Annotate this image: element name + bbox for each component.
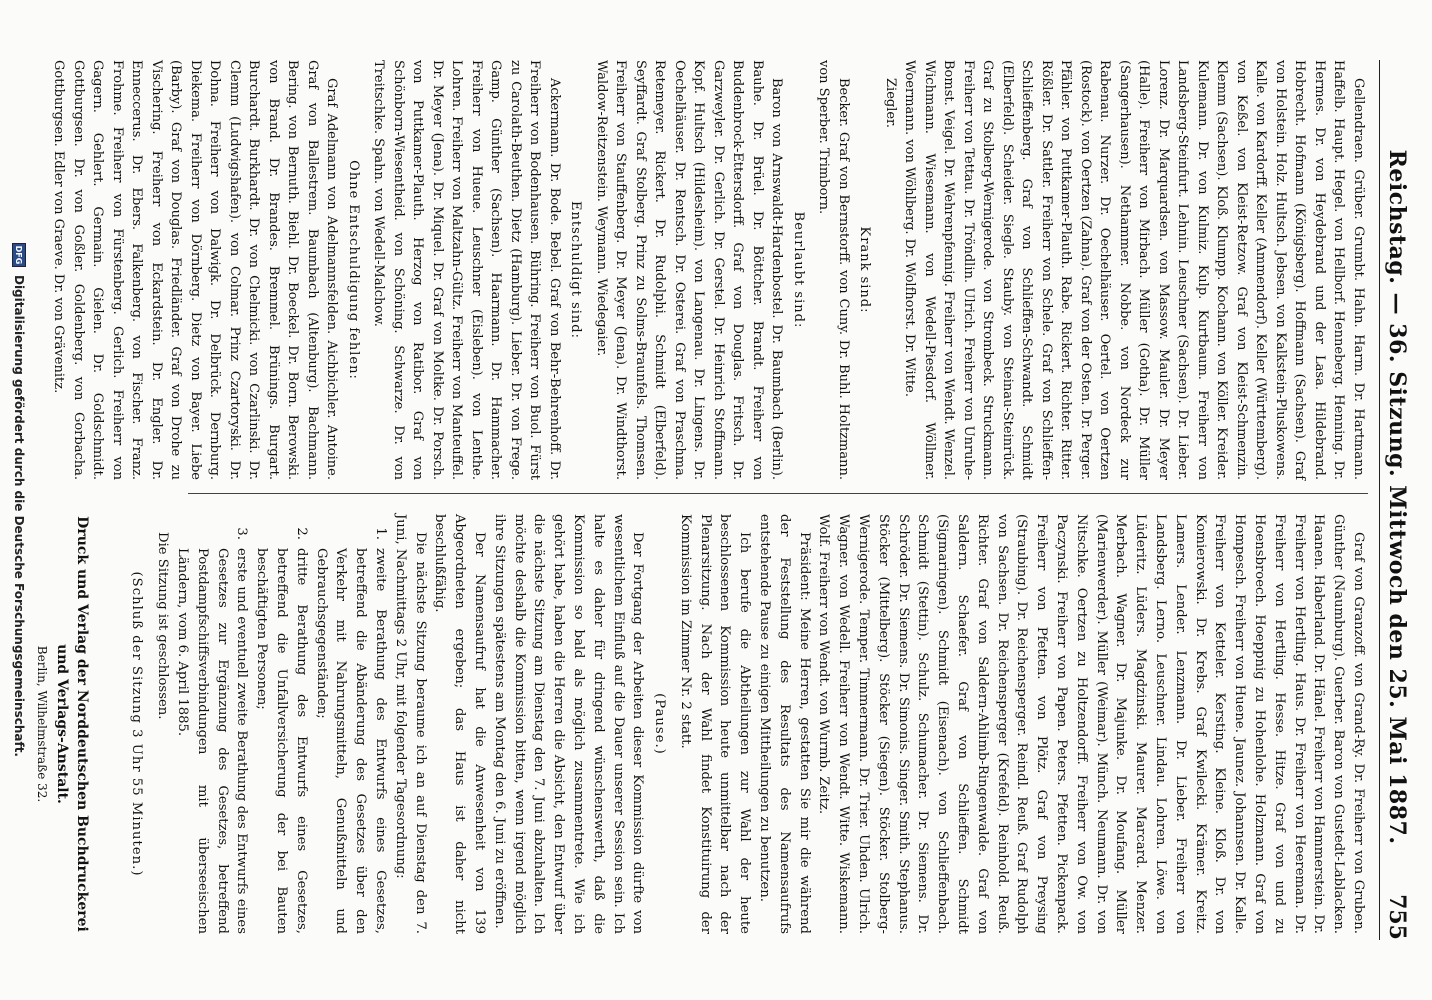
paragraph: Ackermann. Dr. Bode. Bebel. Graf von Behr-Behrenhoff. Dr. Freiherr von Bodenhausen. Bühring. Freiherr von Buol. Fürst zu Carolath-Beuthen. Dietz (Hamburg). Lieber. Dr. von Frege. Gamp. Günther (Sachsen). Haarmann. Dr. Hammacher. Freiherr von Hueue. Leuschner (Eisleben). von Lenthe. Lohren. Freiherr von Maltzahn-Gültz. Freiherr von Manteuffel. Dr. Meyer (Jena). Dr. Miquel. Dr. Graf von Moltke. Dr. Porsch. von Puttkamer-Plauth. Herzog von Ratibor. Graf von Schönborn-Wiesentheid. von Schöning. Schwarze. Dr. von Treitschke. Spahn. von Wedell-Malchow. (371, 60, 562, 480)
section-heading: Beurlaubt sind: (791, 211, 806, 329)
footer-text: Digitalisierung gefördert durch die Deutsche Forschungsgemeinschaft. (12, 274, 26, 757)
dfg-logo-icon: DFG (12, 243, 26, 267)
page-number: 755 (1384, 894, 1410, 940)
paragraph: Graf Adelmann von Adelmannsfelden. Aichbichler. Antoine. Graf von Ballestrem. Baumbach (Altenburg). Bachmann. Bering. von Bernuth. Biehl. Dr. Boeckel. Dr. Born. Berowski. von Brand. Dr. Brandes. Bremmel. Brünings. Burgart. Burchardt. Burkhardt. Dr. von Chelmicki. von Czarlinski. Dr. Clemm (Ludwigshafen). von Colmar. Prinz Czartoryski. Dr. Dohna. Freiherr von Dalwigk. Dr. Delbrück. Dernburg. Diekema. Freiherr von Dörnberg. Dietz von Bayer. Liebe (Barby). Graf von Douglas. Friedländer. Graf von Drohe zu Vischering. Freiherr von Eckardstein. Dr. Engler. Dr. Enneccerus. Dr. Ebers. Falkenberg. von Fischer. Franz. Frohme. Freiherr von Fürstenberg. Gerlich. Freiherr von Gagern. Gehlert. Germain. Gielen. Dr. Goldschmidt. Gottburgsen. Dr. von Goßler. Goldenberg. von Gorbacha. Gottburgsen. Edler von Graeve. Dr. von Grävenitz. (51, 60, 340, 480)
digitization-footer (6, 6, 32, 994)
paragraph: Baron von Arnswaldt-Hardenbostel. Dr. Baumbach (Berlin). Bauhe. Dr. Brüel. Dr. Böttcher. Brandt. Freiherr von Buddenbrock-Ettersdorff. Graf von Douglas. Fritsch. Dr. Garzweyler. Dr. Gerlich. Dr. Gerstel. Dr. Heinrich Stoffmann. Kopf. Hultsch (Hildesheim). von Langenau. Dr. Lingens. Dr. Oechelhäuser. Dr. Rentsch. Dr. Osterei. Graf von Praschma. Retemeyer. Rickert. Dr. Rudolphi. Schmidt (Elberfeld). Seyffardt. Graf Stolberg. Prinz zu Solms-Braunfels. Thomsen. Freiherr von Stauffenberg. Dr. Meyer (Jena). Dr. Windthorst. Waldow-Reitzenstein. Weymann. Wiedegaier. (594, 60, 785, 480)
paragraph: Ich berufe die Abtheilungen zur Wahl der heute beschlossenen Kommission heute unmittelbar nach der Plenarsitzung. Nach der Wahl findet Konstituirung der Kommission im Zimmer Nr. 2 statt. (677, 514, 753, 934)
agenda-item-text: erste und eventuell zweite Berathung des Entwurfs eines Gesetzes zur Ergänzung des Gesetzes, betreffend Postdampfschiffsverbindungen mit überseeischen Ländern, vom 6. April 1885. (174, 548, 250, 934)
printer-address: Berlin, Wilhelmstraße 32. (35, 645, 49, 803)
agenda-item-text: dritte Berathung des Entwurfs eines Gesetzes, betreffend die Unfallversicherung der bei Bauten beschäftigten Personen; (254, 548, 309, 934)
paragraph: Präsident: Meine Herren, gestatten Sie mir die während der Feststellung des Resultats des Namensaufrufs entstehende Pause zu einigen Mittheilungen zu benutzen. (757, 514, 812, 934)
agenda-item-number: 1. (372, 527, 388, 540)
paragraph: Die Sitzung ist geschlossen. (155, 532, 171, 720)
section-heading: Entschuldigt sind: (568, 200, 584, 339)
section-heading: Ohne Entschuldigung fehlen: (346, 160, 361, 380)
paragraph: Graf von Granzoff. von Grand-Ry. Dr. Freiherr von Gruben. Günther (Naumburg). Guerber. Baron von Gustedt-Lablacken. Haanen. Haberland. Dr. Hänel. Freiherr von Hammerstein. Dr. Freiherr von Hertling. Haus. Dr. Freiherr von Heereman. Dr. Freiherr von Hertling. Hesse. Hitze. Graf von und zu Hoensbroech. Hoeppnig zu Hohenlohe. Holzmann. Graf von Hompesch. Freiherr von Huene. Jaunez. Johannsen. Dr. Kalle. Freiherr von Ketteler. Kersting. Kleine. Kloß. Dr. von Komierowski. Dr. Krebs. Graf Kwilecki. Krämer. Kreitz. Lamers. Lender. Lenzmann. Dr. Lieber. Freiherr von Landsberg. Lerno. Leuschner. Lindau. Lohren. Löwe. von Lüderitz. Lüders. Magdzinski. Maurer. Marcard. Menzer. Merbach. Wagner. Dr. Majunke. Dr. Moufang. Müller (Marienwerder). Müller (Weimar). Münch. Neumann. Dr. von Nitschke. Oertzen zu Holtzendorff. Freiherr von Ow. von Paczynski. Freiherr von Papen. Peters. Pfetten. Pickenpack. Freiherr von Pfetten. von Plötz. Graf von Preysing (Straubing). Dr. Reichensperger. Reindl. Reuß. Graf Rudolph von Sachsen. Dr. Reichensperger (Krefeld). Reinhold. Reuß. Richter. Graf von Saldern-Ahlimb-Ringenwalde. Graf von Saldern. Schaefer. Graf von Schlieffen. Schmidt (Sigmaringen). Schmidt (Eisenach). von Schlieffenbach. Schmidt (Stettin). Schulz. Schumacher. Dr. Siemens. Dr. Schröder. Dr. Siemens. Dr. Simonis. Singer. Smith. Stephanus. Stöcker (Mittelberg). Stöcker (Siegen). Stöcker. Stolberg-Wernigerode. Temper. Timmermann. Dr. Trier. Uhden. Ulrich. Wagner. von Wedell. Freiherr von Wendt. Witte. Wiskemann. Wolf. Freiherr von Wendt. von Wurmb. Zeitz. (816, 514, 1366, 934)
agenda-item-text: zweite Berathung des Entwurfs eines Gesetzes, betreffend die Abänderung des Gesetzes über den Verkehr mit Nahrungsmitteln, Genußmitteln und Gebrauchsgegenständen; (313, 548, 388, 934)
header-title: Reichstag. — 36. Sitzung. Mittwoch den 25. Mai 1887. (1384, 149, 1410, 845)
paragraph: Ziegler. (883, 78, 898, 128)
paragraph: Becker. Graf von Bernstorff. von Cuny. Dr. Buhl. Holtzmann. von Sperber. Trimborn. (816, 60, 851, 480)
paragraph: Die nächste Sitzung beraume ich an auf Dienstag den 7. Juni, Nachmittags 2 Uhr, mit folgender Tagesordnung: (392, 514, 428, 934)
paragraph: Der Fortgang der Arbeiten dieser Kommission dürfte von wesentlichem Einfluß auf die Dauer unserer Session sein. Ich halte es daher für dringend wünschenswerth, daß die Kommission so bald als möglich zusammentrete. Wie ich gehört habe, haben die Herren die Absicht, den Entwurf über die nächste Sitzung am Dienstag den 7. Juni abzuhalten. Ich möchte deshalb die Kommission bitten, wenn irgend möglich ihre Sitzungen spätestens am Montag den 6. Juni zu eröffnen. (491, 514, 646, 934)
section-heading: (Pause.) (652, 693, 668, 755)
right-column (125, 514, 1368, 934)
printer-name: Druck und Verlag der Norddeutschen Buchdruckerei und Verlags-Anstalt. (54, 516, 90, 932)
agenda-item-number: 3. (234, 527, 250, 540)
printer-imprint (32, 514, 92, 934)
paragraph: Der Namensaufruf hat die Anwesenheit von 139 Abgeordneten ergeben; das Haus ist daher nicht beschlußfähig. (432, 514, 487, 934)
section-heading: Krank sind: (857, 226, 873, 314)
section-heading: (Schluß der Sitzung 3 Uhr 55 Minuten.) (129, 571, 145, 877)
column-divider (188, 493, 1368, 494)
page-header (1379, 60, 1414, 940)
agenda-item (172, 514, 251, 934)
left-column (49, 60, 1368, 480)
paragraph: Gellendraen. Grüber. Grumbt. Hahn. Harm. Dr. Hartmann. Haffelb. Haupt. Hegel. von Hellborf. Henneberg. Henning. Dr. Hermes. Dr. von Heydebrand und der Lasa. Hildebrand. Hobrecht. Hofmann (Königsberg). Hoffmann (Sachsen). Graf von Holstein. Holz. Hultsch. Jebsen. von Kalkstein-Pluskowens. Kalle. von Kardorff. Keller (Ammendorf). Keller (Württemberg). von Keßel. von Kleist-Retzow. Graf von Kleist-Schmenzin. Klemm (Sachsen). Kloß. Klumpp. Kochann. von Köller. Kreider. Kulemann. Dr. von Kulmiz. Kulp. Kurtbaum. Freiherr von Landsberg-Steinfurt. Lehnin. Leuschner (Sachsen). Dr. Lieber. Lorenz. Dr. Marquardsen. von Massow. Mauler. Dr. Meyer (Halle). Freiherr von Mirbach. Müller (Gotha). Dr. Müller (Sangerhausen). Nethammer. Nobbe. von Nordeck zur Rabenau. Nurzer. Dr. Oechelhäuser. Oertel. von Oertzen (Rostock). von Oertzen (Zahna). Graf von der Osten. Dr. Perger. Pfähler. von Puttkamer-Plauth. Rabe. Rickert. Richter. Ritter. Rößler. Dr. Sattler. Freiherr von Schele. Graf von Schlieffen-Schlieffenberg. Graf von Schlieffen-Schwandt. Schmidt (Elberfeld). Scheider. Siegle. Stauby. von Steinau-Steinrück. Graf zu Stolberg-Wernigerode. von Strombeck. Struckmann. Freiherr von Tettau. Dr. Tröndlin. Ulrich. Freiherr von Unruhe-Bomst. Veigel. Dr. Wehrenpfennig. Freiherr von Wendt. Wenzel. Wichmann. Wiesemann. von Wedell-Piesdorf. Wöllmer. Woermann. von Wöhlberg. Dr. Wolfhorst. Dr. Witte. (902, 60, 1366, 480)
agenda-item (311, 514, 390, 934)
agenda-item (251, 514, 310, 934)
agenda-item-number: 2. (293, 527, 309, 540)
